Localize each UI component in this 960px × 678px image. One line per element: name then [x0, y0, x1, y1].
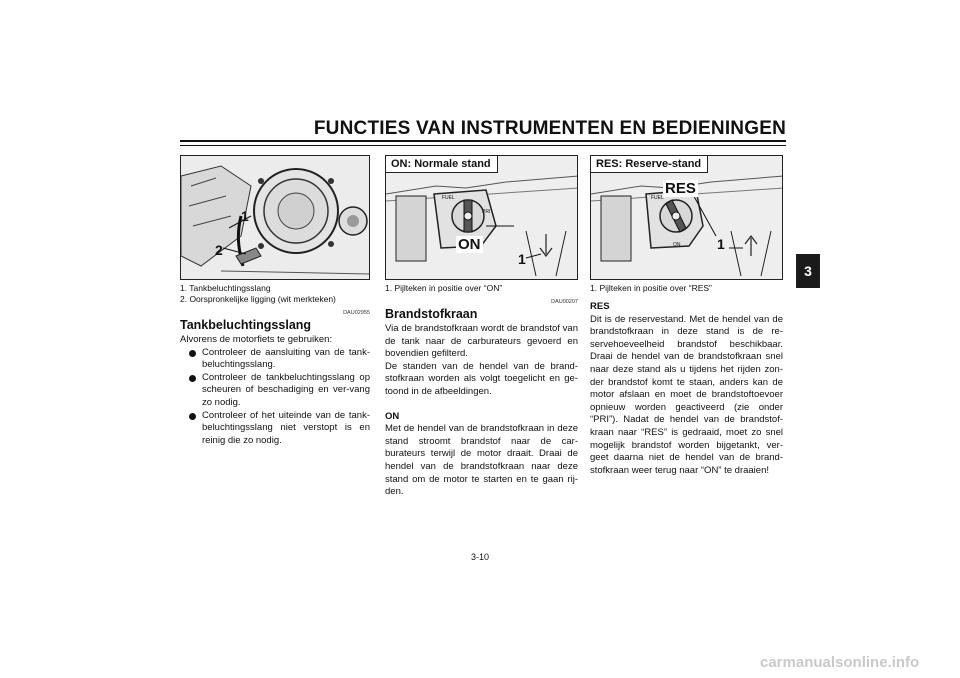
page-number: 3-10	[470, 552, 489, 562]
header-rule-thin	[180, 145, 786, 146]
paragraph-on: Met de hendel van de brandstofkraan in deze stand stroomt brandstof naar de car-burateurs terwijl de motor draait. Draai de hendel van de brandstofkraan naar deze stand om de motor te starten en te gaan rij-den.	[385, 423, 578, 498]
section-heading: Brandstofkraan	[385, 307, 478, 321]
callout-1: 1	[241, 208, 249, 224]
on-label: ON	[458, 236, 481, 253]
fuel-text: FUEL	[442, 195, 455, 201]
figure-fuel-cock-res	[590, 155, 783, 280]
intro-text: Alvorens de motorfiets te gebruiken:	[180, 334, 333, 345]
figure-title-on: ON: Normale stand	[386, 156, 498, 173]
fuel-text: FUEL	[651, 195, 664, 201]
paragraph-res: Dit is de reservestand. Met de hendel van de brandstofkraan in deze stand is de re-servehoeveelheid brandstof beschikbaar. Draai de hendel van de brandstofkraan snel naar deze stand als u tijdens het rijden zon-der brandstof komt te staan, anders kan de motor afslaan en moet de brandstoftoevoer opnieuw worden geactiveerd (zie onder “PRI”). Nadat de hendel van de brandstof-kraan naar “RES” is gedraaid, moet zo snel mogelijk brandstof worden bijgetankt, ver-geet daarna niet de hendel van de brand-stofkraan weer terug naar “ON” te draaien!	[590, 313, 783, 476]
callout-1: 1	[518, 251, 526, 267]
figure-caption-1: 1. Tankbeluchtingsslang	[180, 283, 271, 293]
subheading-res: RES	[590, 301, 610, 312]
section-code: DAU00207	[551, 299, 578, 305]
section-code: DAU02955	[343, 310, 370, 316]
checklist-item: Controleer de aansluiting van de tank-beluchtingsslang.	[180, 347, 370, 372]
page-header-title: FUNCTIES VAN INSTRUMENTEN EN BEDIENINGEN	[313, 118, 786, 139]
checklist	[180, 347, 370, 448]
section-heading: Tankbeluchtingsslang	[180, 318, 312, 332]
fuel-cock-on-illustration	[386, 156, 578, 280]
subheading-on: ON	[385, 410, 400, 422]
watermark: carmanualsonline.info	[760, 654, 920, 671]
checklist-item: Controleer de tankbeluchtingsslang op scheuren of beschadiging en ver-vang zo nodig.	[180, 372, 370, 410]
chapter-tab: 3	[796, 254, 820, 288]
figure-caption: 1. Pijlteken in positie over “ON”	[385, 283, 503, 293]
checklist-item: Controleer of het uiteinde van de tank-beluchtingsslang niet verstopt is en reinig die zo nodig.	[180, 410, 370, 448]
figure-title-res: RES: Reserve-stand	[591, 156, 708, 173]
paragraph: De standen van de hendel van de brand-stofkraan worden als volgt toegelicht en ge-toond in de afbeeldingen.	[385, 360, 578, 397]
figure-caption: 1. Pijlteken in positie over “RES”	[590, 283, 712, 293]
header-rule	[180, 140, 786, 142]
engine-illustration	[181, 156, 370, 280]
pri-text: PRI	[482, 209, 491, 215]
figure-engine-breather-hose	[180, 155, 370, 280]
callout-2: 2	[215, 242, 223, 258]
column-fuel-cock	[385, 155, 578, 499]
column-reserve	[590, 155, 783, 477]
paragraph: Via de brandstofkraan wordt de brandstof van de tank naar de carburateurs gevoerd en bovendien gefilterd.	[385, 323, 578, 360]
figure-fuel-cock-on	[385, 155, 578, 280]
figure-caption-2: 2. Oorspronkelijke ligging (wit merkteken)	[180, 294, 336, 304]
callout-1: 1	[717, 236, 725, 252]
column-breather-hose	[180, 155, 370, 447]
fuel-cock-res-illustration	[591, 156, 783, 280]
on-text: ON	[673, 242, 681, 248]
res-label: RES	[665, 180, 696, 197]
